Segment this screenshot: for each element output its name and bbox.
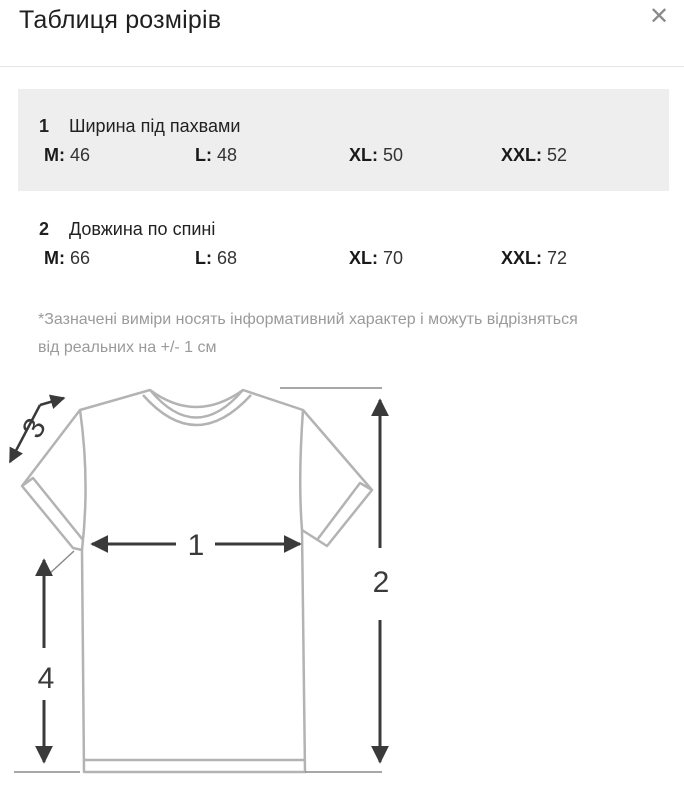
size-number: 66 [70, 248, 91, 268]
size-number: 48 [217, 145, 238, 165]
tshirt-outline [22, 390, 372, 772]
size-number: 72 [547, 248, 568, 268]
measurement-number: 1 [39, 116, 50, 136]
size-number: 52 [547, 145, 568, 165]
size-value-xxl [501, 145, 567, 166]
measurement-label: Довжина по спині [69, 219, 216, 239]
measurement-heading [39, 219, 215, 240]
diagram-label-3: 3 [15, 412, 53, 444]
measurement-number: 2 [39, 219, 50, 239]
close-icon[interactable]: ✕ [648, 3, 670, 30]
size-name: XXL: [501, 145, 543, 165]
size-value-xl [349, 248, 403, 269]
modal-header [0, 0, 684, 67]
size-value-l [195, 248, 237, 269]
size-value-l [195, 145, 237, 166]
measurement-heading [39, 116, 240, 137]
size-number: 50 [383, 145, 404, 165]
disclaimer-note: *Зазначені виміри носять інформативний характер і можуть відрізняться від реальних на +/- 1 см [38, 311, 578, 356]
size-name: XL: [349, 145, 378, 165]
measurement-label: Ширина під пахвами [69, 116, 241, 136]
measurement-row-1 [18, 89, 669, 191]
size-name: M: [44, 145, 65, 165]
guide-lines [14, 388, 382, 772]
size-name: M: [44, 248, 65, 268]
size-name: XL: [349, 248, 378, 268]
size-number: 70 [383, 248, 404, 268]
diagram-label-1: 1 [187, 529, 205, 562]
size-name: XXL: [501, 248, 543, 268]
page-title: Таблиця розмірів [19, 6, 222, 34]
size-value-m [44, 145, 90, 166]
size-name: L: [195, 145, 212, 165]
tshirt-diagram [0, 370, 684, 800]
measurement-row-2 [18, 191, 669, 291]
size-number: 46 [70, 145, 91, 165]
diagram-label-2: 2 [372, 566, 390, 599]
diagram-label-4: 4 [37, 662, 55, 695]
size-value-xl [349, 145, 403, 166]
size-name: L: [195, 248, 212, 268]
size-value-xxl [501, 248, 567, 269]
size-number: 68 [217, 248, 238, 268]
size-value-m [44, 248, 90, 269]
measurement-arrows [10, 398, 380, 762]
